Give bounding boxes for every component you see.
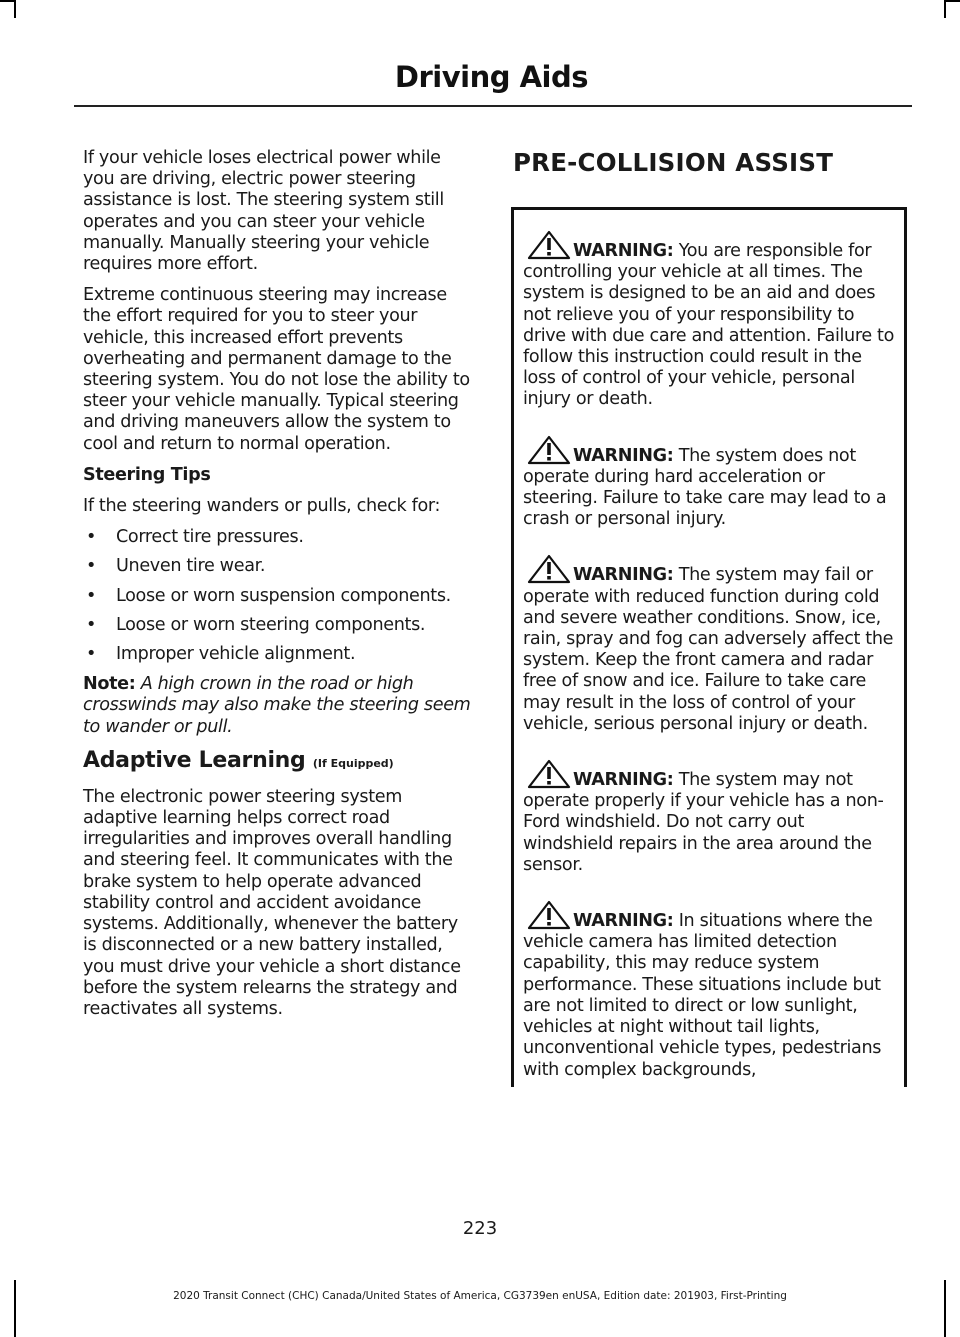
page-number: 223 bbox=[462, 1218, 498, 1239]
edition-footer: 2020 Transit Connect (CHC) Canada/United States of America, CG3739en enUSA, Edition date: 201903, First-Printing bbox=[173, 1290, 787, 1302]
list-item bbox=[83, 586, 475, 607]
list-item bbox=[83, 527, 475, 548]
list-item-text: Correct tire pressures. bbox=[116, 527, 304, 548]
right-column bbox=[511, 148, 907, 1087]
warning bbox=[523, 435, 896, 531]
left-column bbox=[83, 148, 475, 1030]
warning-triangle-icon bbox=[523, 759, 575, 789]
bullet-icon: • bbox=[86, 556, 97, 577]
list-item-text: Loose or worn suspension components. bbox=[116, 585, 451, 606]
warning bbox=[523, 900, 896, 1081]
warning-label: WARNING: bbox=[573, 241, 674, 261]
list-item-text: Uneven tire wear. bbox=[116, 556, 266, 577]
warning-label: WARNING: bbox=[573, 770, 674, 791]
crop-mark bbox=[946, 0, 960, 2]
list-item bbox=[83, 556, 475, 577]
if-equipped-label: (If Equipped) bbox=[312, 756, 394, 770]
list-item bbox=[83, 644, 475, 665]
warning-label: WARNING: bbox=[573, 565, 674, 586]
steering-tips-list bbox=[83, 527, 475, 665]
bullet-icon: • bbox=[86, 614, 97, 635]
warning-text: The system may not operate properly if your vehicle has a non-Ford windshield. Do not carry out windshield repairs in the area around the sensor. bbox=[523, 770, 884, 875]
adaptive-learning-heading bbox=[83, 748, 475, 777]
crop-mark bbox=[944, 0, 946, 18]
warning bbox=[523, 759, 896, 876]
warning-text: The system does not operate during hard acceleration or steering. Failure to take care may lead to a crash or personal injury. bbox=[523, 445, 887, 530]
note-label: Note: bbox=[83, 674, 136, 695]
warning-text: You are responsible for controlling your vehicle at all times. The system is designed to be an aid and does not relieve you of your responsibility to drive with due care and attention. Failure to follow this instruction could result in the loss of control of your vehicle, personal injury or death. bbox=[523, 241, 895, 410]
paragraph: The electronic power steering system adaptive learning helps correct road irregularities and improves overall handling and steering feel. It communicates with the brake system to help operate advanced stability control and accident avoidance systems. Additionally, whenever the battery is disconnected or a new battery installed, you must drive your vehicle a short distance before the system relearns the strategy and reactivates all systems. bbox=[83, 786, 461, 1019]
warning-triangle-icon bbox=[523, 230, 575, 260]
steering-tips-intro: If the steering wanders or pulls, check for: bbox=[83, 496, 441, 517]
note bbox=[83, 674, 475, 738]
bullet-icon: • bbox=[86, 585, 97, 606]
header-rule bbox=[74, 105, 912, 107]
section-title: PRE-COLLISION ASSIST bbox=[513, 148, 834, 177]
warning-label: WARNING: bbox=[573, 911, 674, 932]
page-title: Driving Aids bbox=[394, 60, 588, 94]
warning bbox=[523, 554, 896, 735]
bullet-icon: • bbox=[86, 644, 97, 665]
list-item-text: Loose or worn steering components. bbox=[116, 614, 426, 635]
warning-text: The system may fail or operate with reduced function during cold and severe weather conditions. Snow, ice, rain, spray and fog can adversely affect the system. Keep the front camera and radar free of snow and ice. Failure to take care may result in the loss of control of your vehicle, serious personal injury or death. bbox=[523, 565, 894, 734]
warning-box bbox=[511, 207, 907, 1087]
paragraph: Extreme continuous steering may increase the effort required for you to steer your vehicle, this increased effort prevents overheating and permanent damage to the steering system. You do not lose the ability to steer your vehicle manually. Typical steering and driving maneuvers allow the system to cool and return to normal operation. bbox=[83, 285, 470, 454]
bullet-icon: • bbox=[86, 527, 97, 548]
crop-mark bbox=[14, 0, 16, 18]
crop-mark bbox=[944, 1280, 946, 1337]
heading-text: Adaptive Learning bbox=[83, 747, 306, 773]
list-item-text: Improper vehicle alignment. bbox=[116, 644, 356, 665]
note-text: A high crown in the road or high crosswinds may also make the steering seem to wander or pull. bbox=[83, 674, 471, 737]
list-item bbox=[83, 615, 475, 636]
warning-triangle-icon bbox=[523, 900, 575, 930]
warning-label: WARNING: bbox=[573, 445, 674, 466]
warning-triangle-icon bbox=[523, 554, 575, 584]
crop-mark bbox=[14, 1280, 16, 1337]
warning-text: In situations where the vehicle camera has limited detection capability, this may reduce system performance. These situations include but are not limited to direct or low sunlight, vehicles at night without tail lights, unconventional vehicle types, pedestrians with complex backgrounds, bbox=[523, 911, 882, 1080]
paragraph: If your vehicle loses electrical power while you are driving, electric power steering assistance is lost. The steering system still operates and you can steer your vehicle manually. Manually steering your vehicle requires more effort. bbox=[83, 148, 444, 275]
crop-mark bbox=[0, 0, 14, 2]
warning bbox=[523, 230, 896, 411]
steering-tips-heading: Steering Tips bbox=[83, 464, 211, 485]
warning-triangle-icon bbox=[523, 435, 575, 465]
